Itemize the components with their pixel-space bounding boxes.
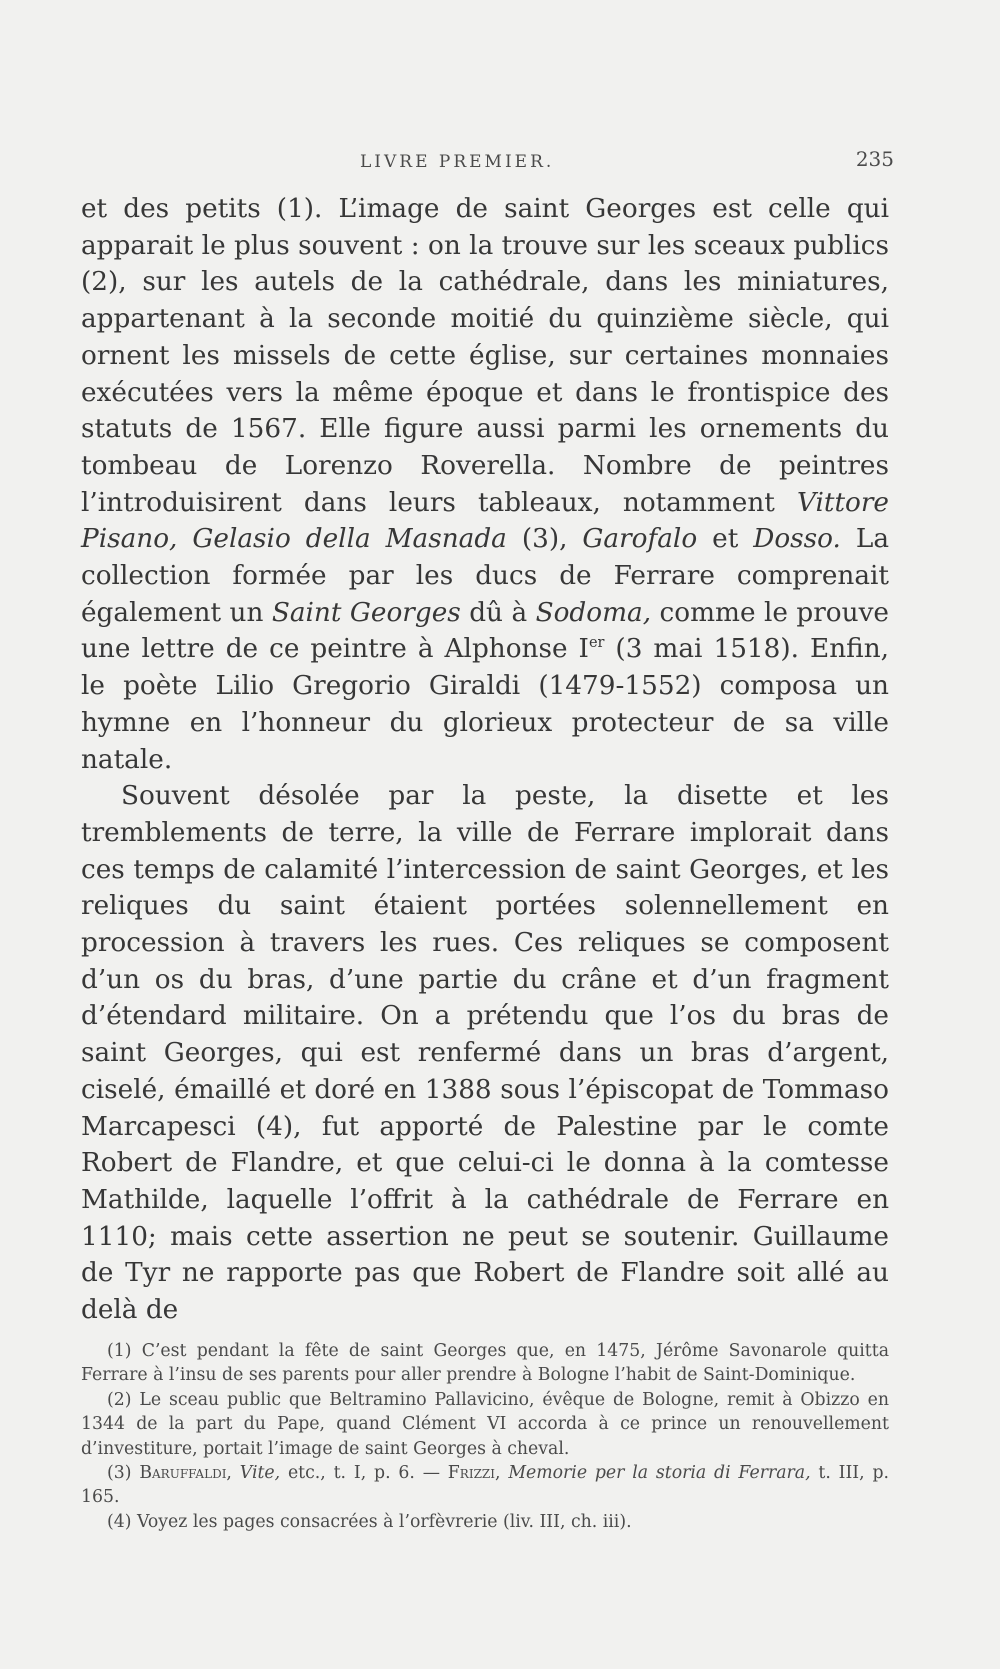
artwork-title: Saint Georges bbox=[271, 597, 461, 628]
footnotes bbox=[81, 1339, 889, 1534]
paragraph-relic-images bbox=[81, 191, 889, 778]
running-head-title: LIVRE PREMIER. bbox=[360, 152, 555, 172]
text-run bbox=[177, 524, 192, 554]
text-run: comme le prouve une lettre de ce peintre à Alphonse I bbox=[81, 597, 889, 665]
painter-name: Sodoma, bbox=[535, 597, 652, 628]
text-run: et bbox=[697, 524, 754, 555]
footnote-number: (3) bbox=[107, 1463, 140, 1484]
paragraph-relics-procession: Souvent désolée par la peste, la disette et les tremblements de terre, la ville de Ferrare implorait dans ces temps de calamité l’intercession de saint Georges, et les reliques du saint étaient portées solennellement en procession à travers les rues. Ces reliques se composent d’un os du bras, d’une partie du crâne et d’un fragment d’étendard militaire. On a prétendu que l’os du bras de saint Georges, qui est renfermé dans un bras d’argent, ciselé, émaillé et doré en 1388 sous l’épiscopat de Tommaso Marcapesci (4), fut apporté de Palestine par le comte Robert de Flandre, et que celui-ci le donna à la comtesse Mathilde, laquelle l’offrit à la cathédrale de Ferrare en 1110; mais cette assertion ne peut se soutenir. Guillaume de Tyr ne rapporte pas que Robert de Flandre soit allé au delà de bbox=[81, 781, 889, 1326]
painter-name: Vittore Pisano, bbox=[81, 487, 889, 555]
reference: etc., t. I, p. 6. — bbox=[280, 1463, 448, 1484]
superscript: er bbox=[588, 635, 605, 652]
work-title: Memorie per la storia di Ferrara, bbox=[508, 1463, 811, 1484]
text-run: et des petits (1). L’image de saint Georges est celle qui apparait le plus souvent : on la trouve sur les sceaux publics (2), sur les autels de la cathédrale, dans les miniatures, appartenant à la seconde moitié du quinzième siècle, qui ornent les missels de cette église, sur certaines monnaies exécutées vers la même époque et dans le frontispice des statuts de 1567. Elle figure aussi parmi les ornements du tombeau de Lorenzo Roverella. Nombre de peintres l’introduisirent dans leurs tableaux, notamment bbox=[81, 194, 889, 518]
footnote-2: (2) Le sceau public que Beltramino Pallavicino, évêque de Bologne, remit à Obizzo en 1344 de la part du Pape, quand Clément VI accorda à ce prince un renouvellement d’investiture, portait l’image de saint Georges à cheval. bbox=[81, 1389, 889, 1459]
text-run: La collection formée par les ducs de Ferrare comprenait également un bbox=[81, 524, 890, 628]
page-number: 235 bbox=[855, 147, 894, 171]
footnote-1: (1) C’est pendant la fête de saint Georges que, en 1475, Jérôme Savonarole quitta Ferrare à l’insu de ses parents pour aller prendre à Bologne l’habit de Saint-Dominique. bbox=[81, 1341, 889, 1386]
painter-name: Dosso. bbox=[753, 524, 841, 555]
author-name: Baruffaldi, bbox=[139, 1463, 232, 1484]
painter-name: Gelasio della Masnada bbox=[192, 524, 507, 555]
painter-name: Garofalo bbox=[582, 524, 698, 555]
text-run: (3 mai 1518). Enfin, le poète Lilio Gregorio Giraldi (1479-1552) composa un hymne en l’honneur du glorieux protecteur de sa ville natale. bbox=[81, 634, 889, 775]
author-name: Frizzi, bbox=[447, 1463, 501, 1484]
text-run: dû à bbox=[460, 597, 536, 628]
text-run: (3), bbox=[506, 524, 583, 555]
reference: t. III, p. 165. bbox=[81, 1463, 890, 1508]
footnote-4: (4) Voyez les pages consacrées à l’orfèvrerie (liv. III, ch. iii). bbox=[107, 1511, 632, 1532]
footnote-3 bbox=[81, 1461, 889, 1510]
main-text bbox=[81, 191, 889, 1329]
work-title: Vite, bbox=[239, 1463, 281, 1484]
